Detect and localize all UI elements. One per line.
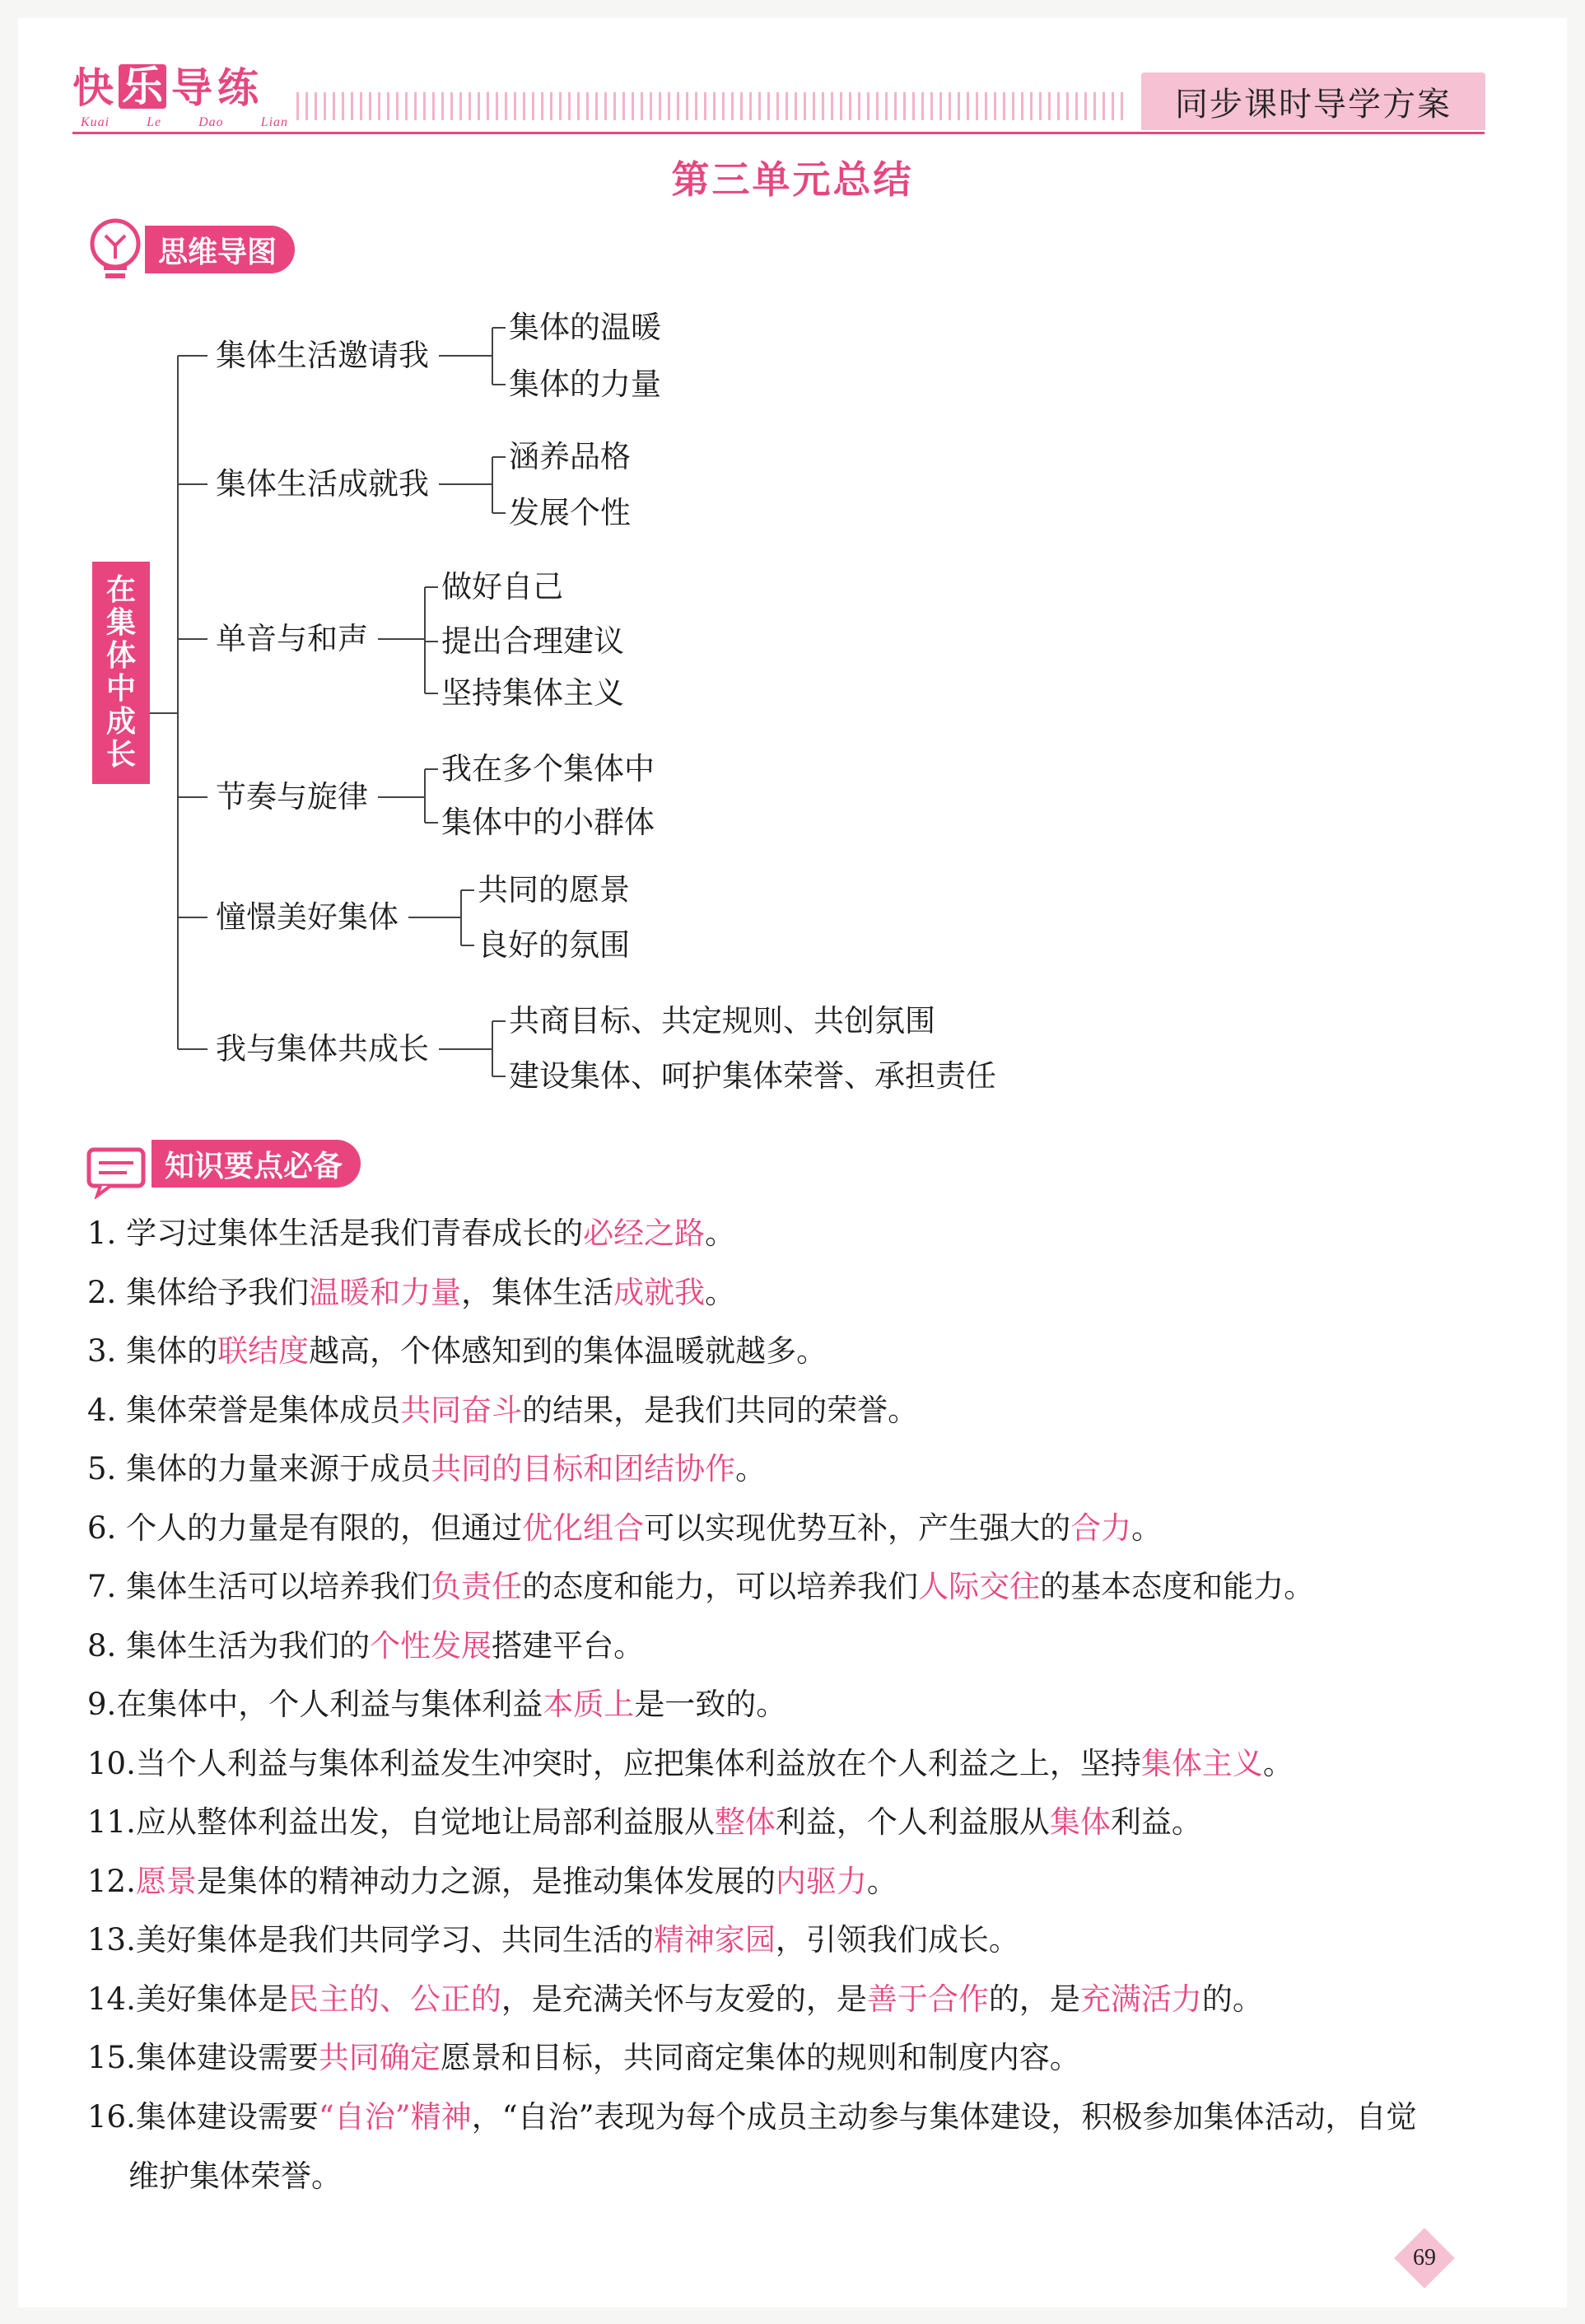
answer-highlight: 温暖和力量 [309, 1274, 462, 1310]
answer-highlight: 优化组合 [522, 1510, 645, 1546]
item-text: 美好集体是我们共同学习、共同生活的 [135, 1922, 654, 1958]
pinyin: Kuai [81, 115, 110, 129]
root-char: 长 [105, 738, 136, 772]
item-text: 集体的力量来源于成员 [126, 1451, 431, 1486]
root-char: 成 [105, 705, 136, 739]
answer-highlight: 合力 [1070, 1510, 1132, 1546]
knowledge-item [87, 1970, 1520, 2029]
item-text: 的结果，是我们共同的荣誉。 [522, 1392, 919, 1428]
item-number: 4. [87, 1392, 127, 1428]
item-number: 5. [87, 1451, 127, 1486]
item-text: 集体荣誉是集体成员 [126, 1392, 401, 1428]
answer-highlight: 人际交往 [918, 1569, 1041, 1604]
item-text: 的，是 [988, 1981, 1080, 2017]
item-text: 在集体中，个人利益与集体利益 [116, 1687, 543, 1722]
branch-node: 我与集体共成长 [216, 1031, 429, 1066]
item-text: 集体建设需要 [135, 2098, 319, 2135]
answer-highlight: 整体 [714, 1804, 776, 1840]
item-text: 集体给予我们 [126, 1274, 310, 1310]
knowledge-item [87, 1852, 1520, 1911]
leaf-node: 我在多个集体中 [441, 751, 655, 786]
item-text: 的。 [1201, 1981, 1263, 2017]
answer-highlight: 集体主义 [1140, 1745, 1263, 1781]
section-title: 思维导图 [158, 235, 277, 269]
item-number: 6. [87, 1510, 127, 1546]
brand-char: 练 [217, 64, 259, 112]
leaf-node: 良好的氛围 [478, 927, 630, 963]
leaf-node: 建设集体、呵护集体荣誉、承担责任 [509, 1058, 996, 1094]
item-text: 。 [705, 1216, 736, 1251]
answer-highlight: 内驱力 [775, 1863, 867, 1899]
item-number: 12. [87, 1863, 136, 1899]
brand-char: 快 [72, 64, 114, 112]
knowledge-item [87, 1322, 1520, 1381]
leaf-node: 做好自己 [441, 569, 563, 604]
answer-highlight: 必经之路 [583, 1216, 706, 1251]
item-text: 应从整体利益出发，自觉地让局部利益服从 [135, 1804, 715, 1840]
root-char: 体 [105, 639, 136, 673]
answer-highlight: 共同确定 [318, 2040, 441, 2075]
item-number: 15. [87, 2040, 136, 2075]
item-text: 利益，个人利益服从 [775, 1804, 1050, 1840]
item-number: 1. [87, 1216, 127, 1251]
item-text: 个人的力量是有限的，但通过 [126, 1510, 523, 1546]
pinyin: Dao [198, 115, 224, 129]
item-text: 搭建平台。 [492, 1627, 645, 1664]
item-text: 利益。 [1110, 1804, 1202, 1840]
knowledge-item [87, 1617, 1520, 1676]
brand-char: 导 [171, 64, 212, 112]
answer-highlight: 负责任 [431, 1569, 523, 1604]
knowledge-item [87, 1557, 1520, 1617]
item-text: ，是充满关怀与友爱的，是 [501, 1981, 867, 2017]
leaf-node: 提出合理建议 [441, 623, 624, 659]
item-text: ，“自治”表现为每个成员主动参与集体建设，积极参加集体活动，自觉 [471, 2098, 1417, 2135]
item-text: 是集体的精神动力之源，是推动集体发展的 [196, 1863, 776, 1899]
item-text: 的态度和能力，可以培养我们 [522, 1569, 919, 1604]
pinyin: Lian [260, 115, 289, 129]
item-text: 可以实现优势互补，产生强大的 [644, 1510, 1071, 1546]
answer-highlight: 充满活力 [1079, 1981, 1202, 2017]
item-number: 14. [87, 1981, 136, 2017]
section-badge-knowledge [152, 1140, 361, 1188]
answer-highlight: 共同的目标和团结协作 [431, 1451, 736, 1486]
item-number: 16. [87, 2098, 136, 2135]
answer-highlight: “自治”精神 [318, 2098, 472, 2135]
branch-node: 憧憬美好集体 [216, 899, 399, 935]
knowledge-item [87, 1381, 1520, 1440]
item-number: 8. [87, 1627, 127, 1664]
answer-highlight: 个性发展 [370, 1627, 492, 1664]
knowledge-item [87, 1675, 1520, 1734]
root-char: 中 [105, 672, 136, 706]
knowledge-item [87, 2028, 1520, 2088]
branch-node: 集体生活邀请我 [216, 338, 429, 373]
answer-highlight: 民主的、公正的 [287, 1981, 501, 2017]
item-text: 。 [735, 1451, 767, 1486]
item-text: 越高，个体感知到的集体温暖就越多。 [309, 1333, 827, 1369]
item-text: ，引领我们成长。 [775, 1922, 1019, 1958]
answer-highlight: 精神家园 [653, 1922, 776, 1958]
answer-highlight: 愿景 [135, 1863, 197, 1899]
item-text: 当个人利益与集体利益发生冲突时，应把集体利益放在个人利益之上，坚持 [135, 1745, 1141, 1781]
item-number: 9. [87, 1687, 117, 1722]
answer-highlight: 集体 [1049, 1804, 1111, 1840]
leaf-node: 共同的愿景 [478, 872, 630, 908]
item-text: 集体生活为我们的 [126, 1627, 371, 1664]
branch-node: 单音与和声 [216, 621, 368, 656]
page-number: 69 [1413, 2245, 1436, 2270]
item-number: 11. [87, 1804, 136, 1840]
item-text: 。 [1262, 1745, 1294, 1781]
item-text: 。 [1131, 1510, 1163, 1546]
item-text: 集体建设需要 [135, 2040, 319, 2075]
item-text: 是一致的。 [634, 1687, 787, 1722]
chat-board-icon [86, 1145, 152, 1199]
answer-highlight: 善于合作 [866, 1981, 989, 2017]
item-text: ，集体生活 [461, 1274, 614, 1310]
branch-node: 节奏与旋律 [216, 779, 368, 814]
item-text: 学习过集体生活是我们青春成长的 [126, 1216, 584, 1251]
item-number: 7. [87, 1569, 127, 1604]
leaf-node: 涵养品格 [509, 439, 631, 474]
root-char: 在 [105, 573, 136, 607]
pinyin: Le [147, 115, 162, 129]
leaf-node: 坚持集体主义 [441, 675, 624, 711]
leaf-node: 发展个性 [509, 495, 631, 530]
root-char: 集 [105, 606, 136, 640]
mindmap-connectors [0, 0, 1585, 1120]
item-number: 13. [87, 1922, 136, 1958]
branch-node: 集体生活成就我 [216, 466, 429, 502]
item-number: 10. [87, 1745, 136, 1781]
knowledge-item [87, 1204, 1520, 1263]
knowledge-item [87, 1793, 1520, 1852]
item-text: 。 [705, 1274, 736, 1310]
leaf-node: 集体的温暖 [509, 310, 661, 345]
knowledge-item [87, 2088, 1520, 2206]
item-text: 美好集体是 [135, 1981, 288, 2017]
leaf-node: 集体的力量 [509, 366, 661, 402]
knowledge-item [87, 1263, 1520, 1323]
item-text: 愿景和目标，共同商定集体的规则和制度内容。 [440, 2040, 1080, 2075]
item-number: 2. [87, 1274, 127, 1310]
item-text: 。 [866, 1863, 897, 1899]
answer-highlight: 本质上 [543, 1687, 635, 1722]
item-text: 的基本态度和能力。 [1040, 1569, 1315, 1604]
item-text: 集体生活可以培养我们 [126, 1569, 431, 1604]
answer-highlight: 成就我 [613, 1274, 706, 1310]
item-number: 3. [87, 1333, 127, 1369]
knowledge-item [87, 1440, 1520, 1499]
leaf-node: 共商目标、共定规则、共创氛围 [509, 1003, 935, 1038]
answer-highlight: 联结度 [217, 1333, 310, 1369]
knowledge-item [87, 1911, 1520, 1970]
knowledge-item [87, 1734, 1520, 1794]
knowledge-item [87, 1499, 1520, 1558]
item-text: 集体的 [126, 1333, 218, 1369]
brand-char: 乐 [119, 64, 166, 109]
leaf-node: 集体中的小群体 [441, 805, 655, 840]
answer-highlight: 共同奋斗 [400, 1392, 523, 1428]
header-tag: 同步课时导学方案 [1141, 72, 1485, 130]
item-text: 维护集体荣誉。 [128, 2158, 342, 2194]
section-title: 知识要点必备 [165, 1149, 343, 1183]
page-title: 第三单元总结 [671, 157, 914, 202]
